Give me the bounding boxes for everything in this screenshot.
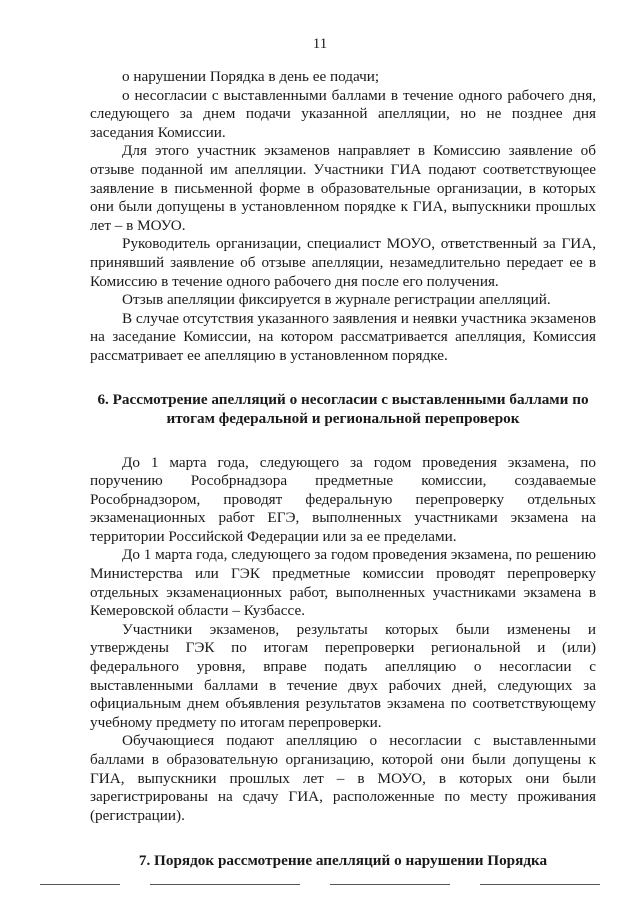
paragraph: Обучающиеся подают апелляцию о несогласии с выставленными баллами в образовательную организацию, которой они были допущены к ГИА, выпускники прошлых лет – в МОУО, в которых они были зарегистрированы на сдачу ГИА, расположенные по месту проживания (регистрации). <box>90 732 596 824</box>
scan-artifact-line <box>150 884 300 885</box>
paragraph: Руководитель организации, специалист МОУО, ответственный за ГИА, принявший заявление об отзыве апелляции, незамедлительно передает ее в Комиссию в течение одного рабочего дня после его получения. <box>90 235 596 290</box>
paragraph: о нарушении Порядка в день ее подачи; <box>122 68 380 85</box>
paragraph: Отзыв апелляции фиксируется в журнале регистрации апелляций. <box>122 291 551 309</box>
scan-artifact-line <box>40 884 120 885</box>
scan-artifact-line <box>480 884 600 885</box>
paragraph: В случае отсутствия указанного заявления и неявки участника экзаменов на заседание Комиссии, на котором рассматривается апелляция, Комиссия рассматривает ее апелляцию в установленном порядке. <box>90 309 596 364</box>
paragraph: Для этого участник экзаменов направляет в Комиссию заявление об отзыве поданной им апелляции. Участники ГИА подают соответствующее заявление в письменной форме в образовательные организации, в которых они были допущены в установленном порядке к ГИА, выпускники прошлых лет – в МОУО. <box>90 142 596 234</box>
section-heading-7: 7. Порядок рассмотрение апелляций о нарушении Порядка <box>138 852 548 870</box>
paragraph: До 1 марта года, следующего за годом проведения экзамена, по решению Министерства или ГЭК предметные комиссии проводят перепроверку отдельных экзаменационных работ, выполненных участниками экзамена в Кемеровской области – Кузбассе. <box>90 546 596 620</box>
document-body <box>90 68 596 870</box>
scan-artifact-line <box>330 884 450 885</box>
page-number: 11 <box>312 36 328 52</box>
paragraph: Участники экзаменов, результаты которых были изменены и утверждены ГЭК по итогам перепроверки региональной и (или) федерального уровня, вправе подать апелляцию о несогласии с выставленными баллами в течение двух рабочих дней, следующих за официальным днем объявления результатов экзамена по соответствующему учебному предмету по итогам перепроверки. <box>90 620 596 731</box>
paragraph: о несогласии с выставленными баллами в течение одного рабочего дня, следующего за днем подачи указанной апелляции, но не позднее дня заседания Комиссии. <box>90 86 596 141</box>
paragraph: До 1 марта года, следующего за годом проведения экзамена, по поручению Рособрнадзора предметные комиссии, создаваемые Рособрнадзором, проводят федеральную перепроверку отдельных экзаменационных работ ЕГЭ, выполненных участниками экзамена на территории Российской Федерации или за ее пределами. <box>90 453 596 545</box>
section-heading-6: 6. Рассмотрение апелляций о несогласии с выставленными баллами по итогам федеральной и региональной перепроверок <box>97 390 589 427</box>
